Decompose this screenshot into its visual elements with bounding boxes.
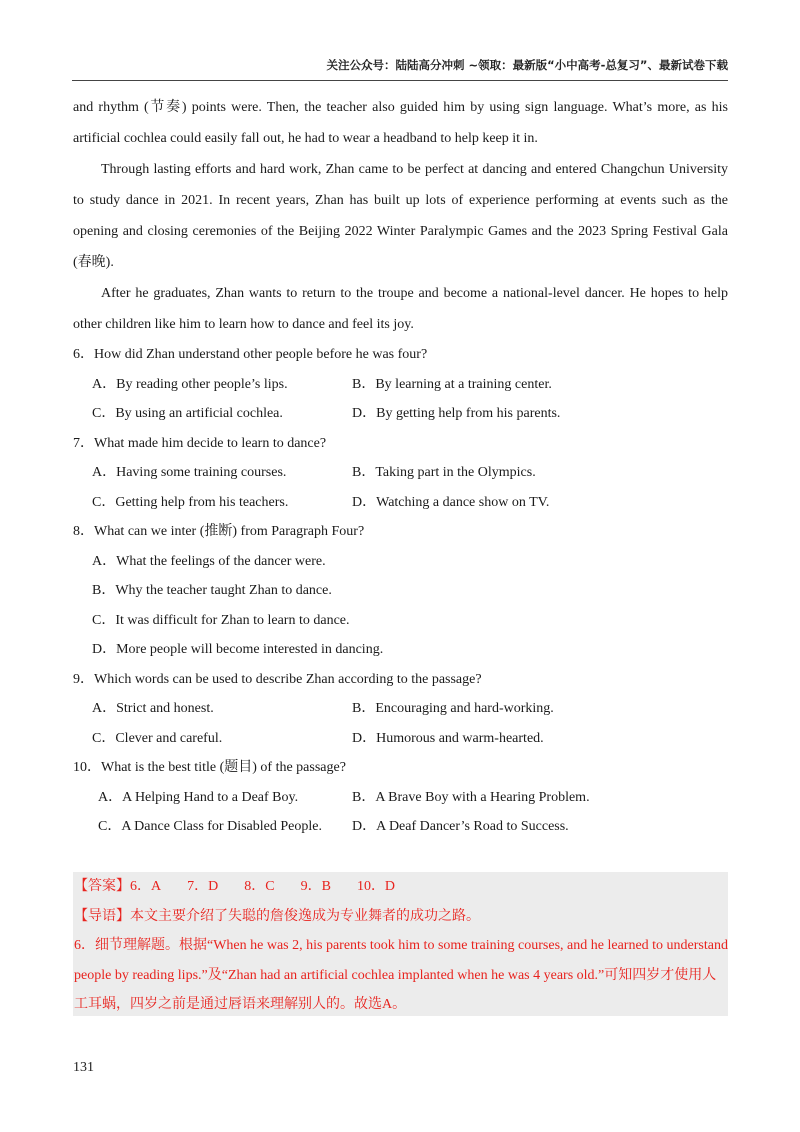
- guide-line: 【导语】本文主要介绍了失聪的詹俊逸成为专业舞者的成功之路。: [74, 908, 480, 924]
- answer-item: 9．B: [300, 879, 331, 894]
- page-number: 131: [73, 1060, 94, 1075]
- option-c: C．It was difficult for Zhan to learn to dance.: [92, 612, 350, 628]
- option-a: A．Having some training courses.: [92, 465, 287, 480]
- option-c: C．Getting help from his teachers.: [92, 494, 289, 510]
- answer-item: 6．A: [130, 879, 162, 894]
- option-d: D．More people will become interested in dancing.: [92, 642, 384, 657]
- option-d: D．A Deaf Dancer’s Road to Success.: [352, 819, 569, 834]
- option-d: D．By getting help from his parents.: [352, 406, 561, 421]
- option-c: C．Clever and careful.: [92, 730, 223, 746]
- answer-key-line: [73, 872, 728, 902]
- option-a: A．Strict and honest.: [92, 701, 214, 716]
- option-c: C．By using an artificial cochlea.: [92, 406, 283, 421]
- option-a: A．A Helping Hand to a Deaf Boy.: [98, 789, 299, 805]
- option-a: A．What the feelings of the dancer were.: [92, 553, 326, 569]
- answer-item: 10．D: [356, 879, 396, 894]
- question-stem: 7．What made him decide to learn to dance?: [73, 435, 327, 451]
- option-b: B．A Brave Boy with a Hearing Problem.: [352, 789, 590, 805]
- question-10: [73, 753, 728, 842]
- explanation-text: 6．细节理解题。根据“When he was 2, his parents took him to some training courses, and he learned to understand people by reading lips.”及“Zhan had an artificial cochlea implanted when he was 4 years old.”可知四岁才使用人工耳蜗，四岁之前是通过唇语来理解别人的。故选A。: [74, 938, 728, 1012]
- question-stem: 8．What can we inter (推断) from Paragraph Four?: [73, 524, 365, 539]
- option-d: D．Humorous and warm-hearted.: [352, 730, 544, 746]
- question-7: [73, 429, 728, 518]
- passage-paragraph-2: Through lasting efforts and hard work, Zhan came to be perfect at dancing and entered Changchun University to study dance in 2021. In recent years, Zhan has built up lots of experience performing at events such as the opening and closing ceremonies of the Beijing 2022 Winter Paralympic Games and the 2023 Spring Festival Gala (春晚).: [73, 162, 728, 270]
- option-b: B．By learning at a training center.: [352, 376, 552, 392]
- header-divider: [72, 80, 728, 81]
- page-header: 关注公众号：陆陆高分冲刺 ~领取：最新版“小中高考-总复习”、最新试卷下载: [326, 58, 728, 72]
- question-6: [73, 340, 728, 429]
- question-9: [73, 665, 728, 754]
- answer-label: 【答案】: [74, 879, 130, 894]
- option-c: C．A Dance Class for Disabled People.: [98, 819, 322, 834]
- question-8: [73, 517, 728, 665]
- answer-item: 7．D: [187, 879, 219, 894]
- answer-section: [73, 872, 728, 1016]
- option-d: D．Watching a dance show on TV.: [352, 494, 550, 510]
- option-b: B．Encouraging and hard-working.: [352, 701, 554, 716]
- question-stem: 6．How did Zhan understand other people before he was four?: [73, 347, 428, 362]
- passage-paragraph-3: After he graduates, Zhan wants to return to the troupe and become a national-level dancer. He hopes to help other children like him to learn how to dance and feel its joy.: [73, 286, 728, 332]
- option-b: B．Why the teacher taught Zhan to dance.: [92, 583, 332, 598]
- option-a: A．By reading other people’s lips.: [92, 376, 288, 392]
- answer-item: 8．C: [244, 879, 275, 894]
- document-body: [73, 92, 728, 842]
- option-b: B．Taking part in the Olympics.: [352, 465, 536, 480]
- passage-paragraph-1: and rhythm (节奏) points were. Then, the teacher also guided him by using sign language. What’s more, as his artificial cochlea could easily fall out, he had to wear a headband to help keep it in.: [73, 100, 728, 146]
- question-stem: 9．Which words can be used to describe Zhan according to the passage?: [73, 671, 482, 687]
- question-stem: 10．What is the best title (题目) of the passage?: [73, 760, 346, 775]
